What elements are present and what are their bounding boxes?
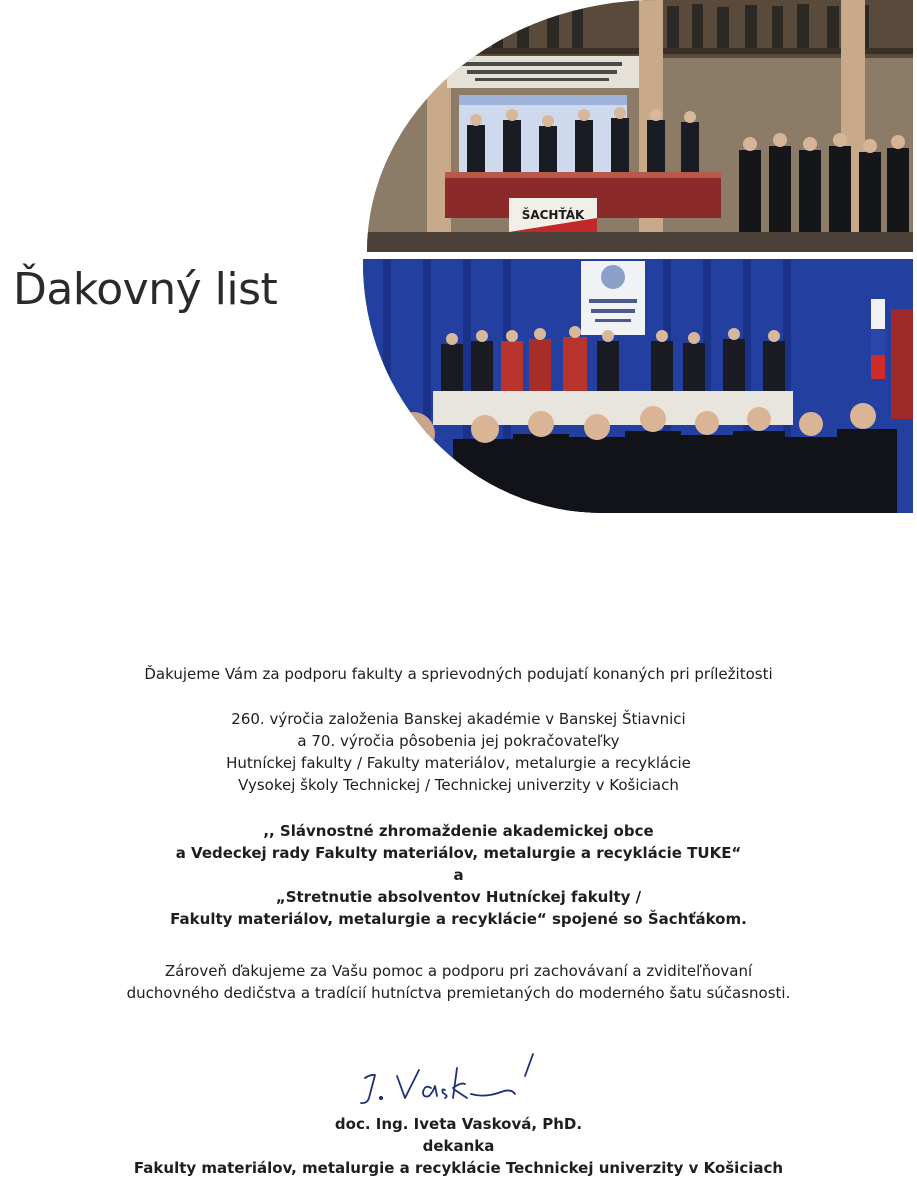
events-paragraph	[40, 820, 877, 930]
signer-block	[40, 1113, 877, 1179]
occasion-line: Hutníckej fakulty / Fakulty materiálov, metalurgie a recyklácie	[226, 754, 691, 772]
occasion-line: Vysokej školy Technickej / Technickej univerzity v Košiciach	[238, 776, 679, 794]
ceremony-hall-photo	[367, 0, 913, 252]
occasion-line: 260. výročia založenia Banskej akadémie v Banskej Štiavnici	[231, 710, 686, 728]
intro-line: Ďakujeme Vám za podporu fakulty a sprievodných podujatí konaných pri príležitosti	[144, 665, 773, 683]
handwritten-signature	[345, 1048, 545, 1108]
thanks-paragraph	[40, 960, 877, 1004]
occasion-line: a 70. výročia pôsobenia jej pokračovateľky	[297, 732, 620, 750]
document-title: Ďakovný list	[13, 264, 278, 315]
event-line: a	[453, 866, 464, 884]
signer-institution: Fakulty materiálov, metalurgie a recyklácie Technickej univerzity v Košiciach	[133, 1159, 784, 1177]
thanks-line: duchovného dedičstva a tradícií hutníctva premietaných do moderného šatu súčasnosti.	[126, 984, 791, 1002]
intro-paragraph	[40, 663, 877, 685]
event-line: a Vedeckej rady Fakulty materiálov, metalurgie a recyklácie TUKE“	[175, 844, 742, 862]
event-line: ,, Slávnostné zhromaždenie akademickej obce	[263, 822, 654, 840]
event-line: Fakulty materiálov, metalurgie a recyklácie“ spojené so Šachťákom.	[170, 910, 747, 928]
occasion-paragraph	[40, 708, 877, 796]
event-line: „Stretnutie absolventov Hutníckej fakulty /	[275, 888, 642, 906]
signer-role: dekanka	[422, 1137, 495, 1155]
thanks-line: Zároveň ďakujeme za Vašu pomoc a podporu pri zachovávaní a zviditeľňovaní	[164, 962, 753, 980]
banner-text: ŠACHŤÁK	[521, 208, 585, 222]
academic-assembly-photo	[363, 259, 913, 513]
signer-name: doc. Ing. Iveta Vasková, PhD.	[334, 1115, 583, 1133]
